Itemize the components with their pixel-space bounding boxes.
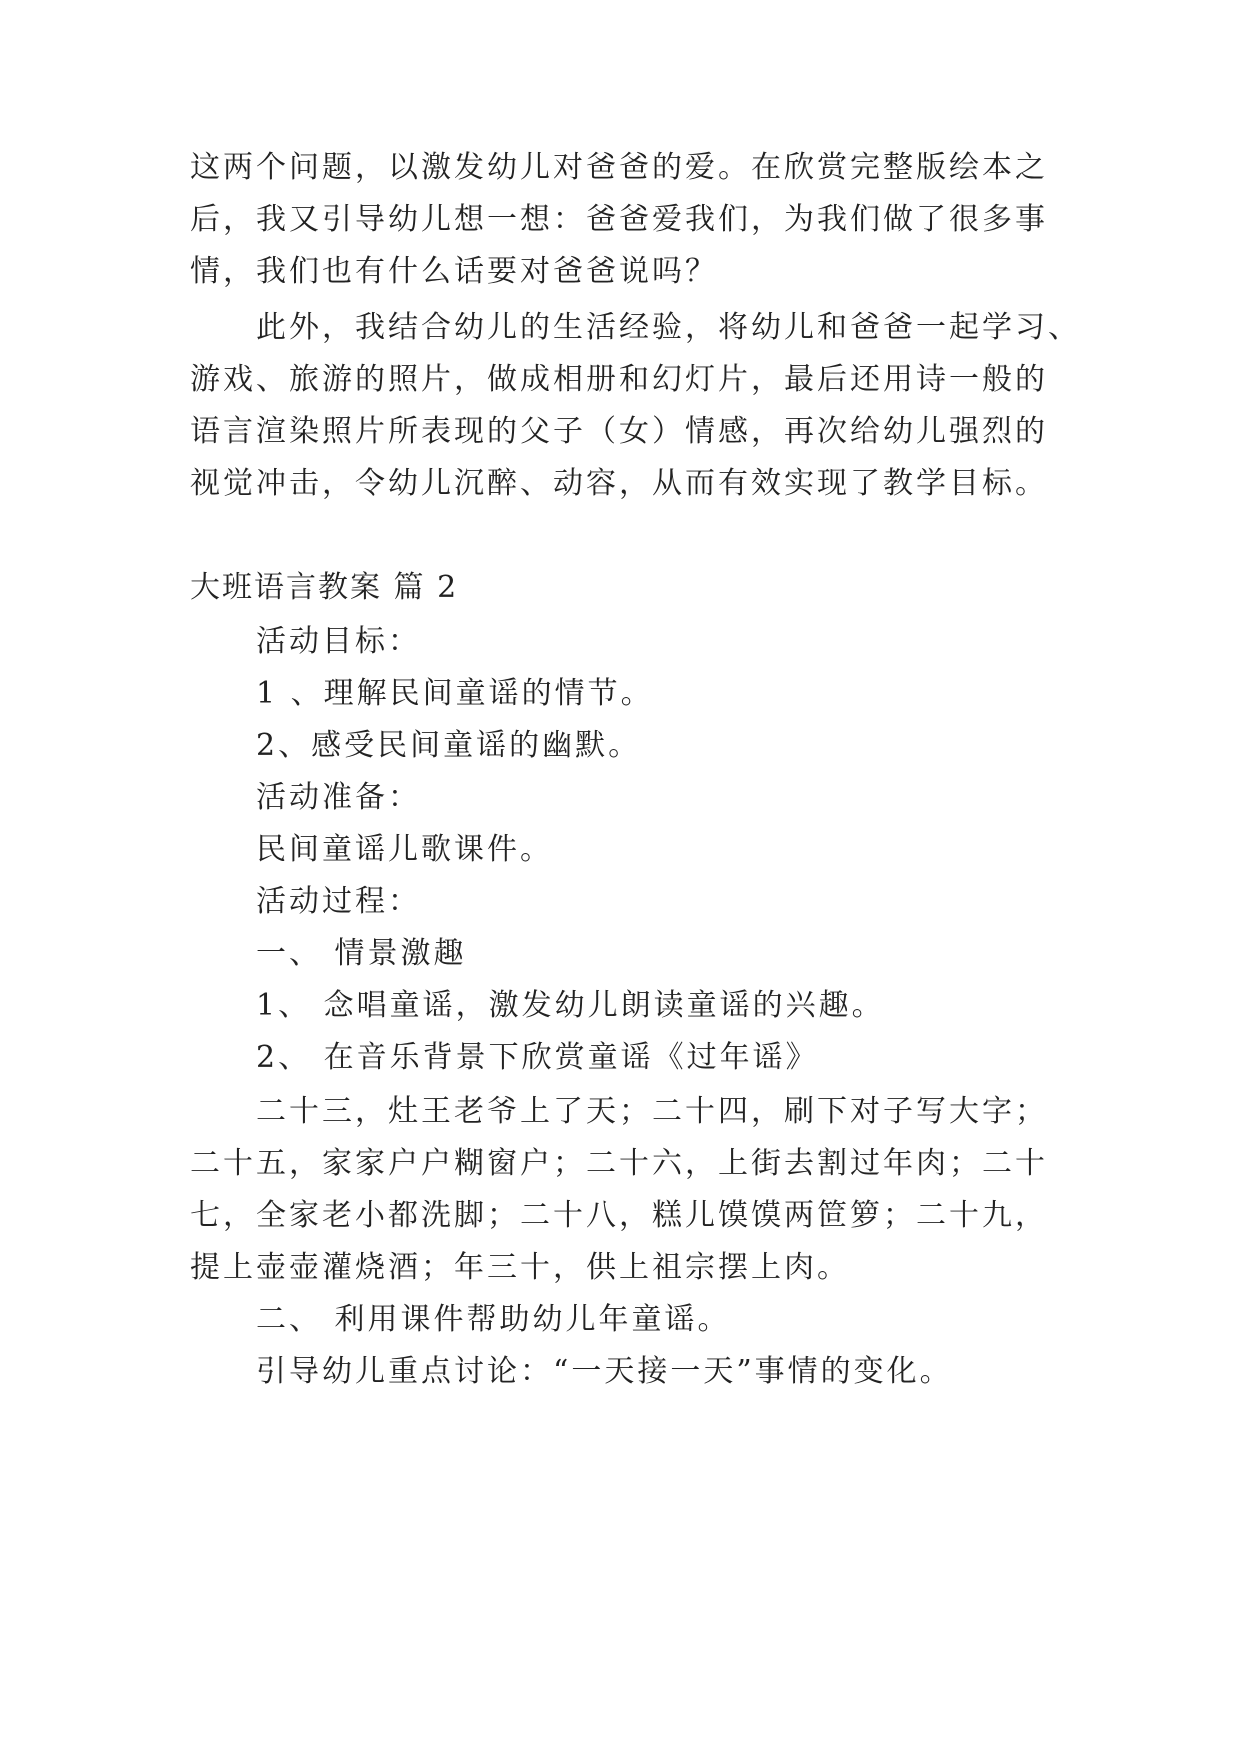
rhyme-line: 二十五，家家户户糊窗户；二十六，上街去割过年肉；二十 [190, 1146, 1048, 1181]
paragraph-line: 视觉冲击，令幼儿沉醉、动容，从而有效实现了教学目标。 [190, 466, 1048, 501]
process-label: 活动过程： [256, 884, 421, 919]
section-title: 大班语言教案 篇 2 [190, 570, 459, 605]
paragraph-line: 这两个问题，以激发幼儿对爸爸的爱。在欣赏完整版绘本之 [190, 150, 1048, 185]
goal-item: 1 、理解民间童谣的情节。 [256, 676, 654, 711]
paragraph-line: 此外，我结合幼儿的生活经验，将幼儿和爸爸一起学习、 [256, 310, 1081, 345]
goal-label: 活动目标： [256, 624, 421, 659]
step-text: 引导幼儿重点讨论：“一天接一天”事情的变化。 [256, 1354, 953, 1389]
step-title: 二、 利用课件帮助幼儿年童谣。 [256, 1302, 731, 1337]
step-title: 一、 情景激趣 [256, 936, 467, 971]
prep-label: 活动准备： [256, 780, 421, 815]
step-item: 2、 在音乐背景下欣赏童谣《过年谣》 [256, 1040, 819, 1075]
rhyme-line: 提上壶壶灌烧酒；年三十，供上祖宗摆上肉。 [190, 1250, 850, 1285]
prep-text: 民间童谣儿歌课件。 [256, 832, 553, 867]
paragraph-line: 后，我又引导幼儿想一想：爸爸爱我们，为我们做了很多事 [190, 202, 1048, 237]
goal-item: 2、感受民间童谣的幽默。 [256, 728, 642, 763]
rhyme-line: 七，全家老小都洗脚；二十八，糕儿馍馍两笸箩；二十九， [190, 1198, 1048, 1233]
step-item: 1、 念唱童谣，激发幼儿朗读童谣的兴趣。 [256, 988, 885, 1023]
paragraph-line: 游戏、旅游的照片，做成相册和幻灯片，最后还用诗一般的 [190, 362, 1048, 397]
rhyme-line: 二十三，灶王老爷上了天；二十四，刷下对子写大字； [256, 1094, 1048, 1129]
paragraph-line: 情，我们也有什么话要对爸爸说吗？ [190, 254, 718, 289]
paragraph-line: 语言渲染照片所表现的父子（女）情感，再次给幼儿强烈的 [190, 414, 1048, 449]
